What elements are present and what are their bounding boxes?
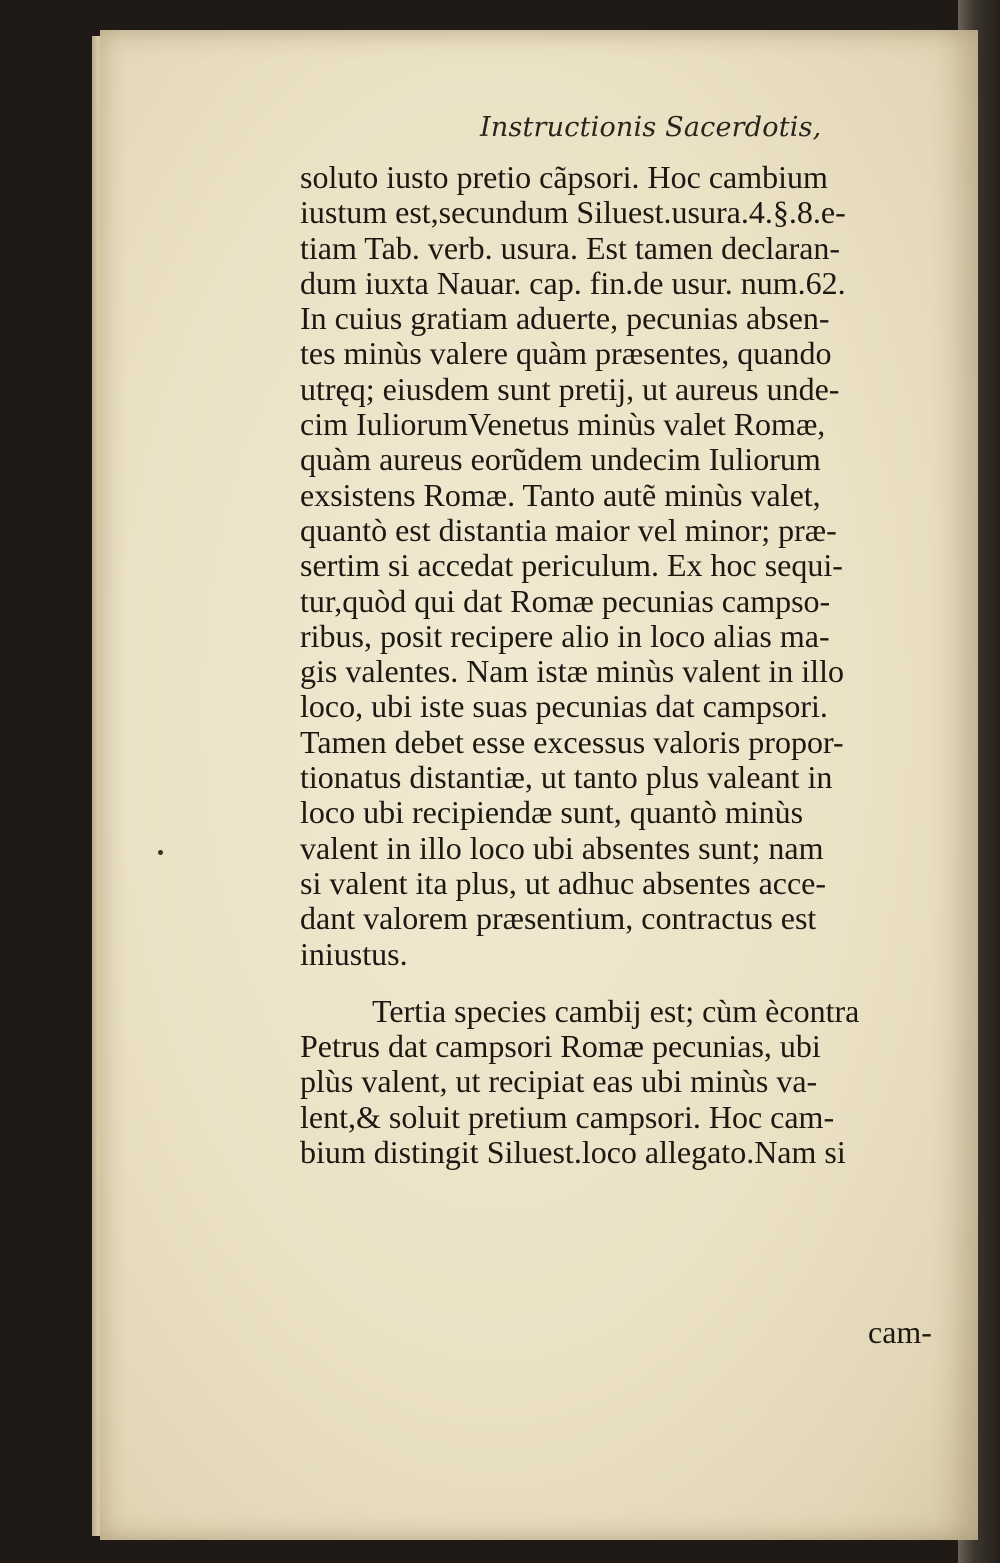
text-line: plùs valent, ut recipiat eas ubi minùs va- [300, 1063, 818, 1100]
text-line: utręq; eiusdem sunt pretij, ut aureus unde- [300, 370, 840, 407]
text-line: iustum est,secundum Siluest.usura.4.§.8.e- [300, 194, 846, 231]
text-line: Tertia species cambij est; cùm ècontra [372, 992, 860, 1029]
text-line: ribus, posit recipere alio in loco alias ma- [300, 617, 830, 654]
page-text [300, 160, 960, 1170]
paragraph-gap [300, 972, 960, 994]
text-line: soluto iusto pretio cãpsori. Hoc cambium [300, 159, 828, 195]
text-line: Petrus dat campsori Romæ pecunias, ubi [300, 1028, 821, 1065]
text-line: tur,quòd qui dat Romæ pecunias campso- [300, 582, 831, 619]
text-line: loco ubi recipiendæ sunt, quantò minùs [300, 794, 804, 831]
text-line: lent,& soluit pretium campsori. Hoc cam- [300, 1098, 835, 1135]
text-line: quàm aureus eorũdem undecim Iuliorum [300, 441, 821, 478]
text-line: gis valentes. Nam istæ minùs valent in illo [300, 653, 844, 690]
text-line: iniustus. [300, 935, 408, 972]
catchword: cam- [868, 1314, 932, 1350]
text-line: dant valorem præsentium, contractus est [300, 900, 817, 937]
text-line: tes minùs valere quàm præsentes, quando [300, 335, 832, 372]
text-line: loco, ubi iste suas pecunias dat campsori. [300, 688, 828, 725]
text-line: In cuius gratiam aduerte, pecunias absen- [300, 300, 830, 337]
text-line: valent in illo loco ubi absentes sunt; nam [300, 829, 824, 866]
text-line: bium distingit Siluest.loco allegato.Nam si [300, 1134, 846, 1171]
running-head: Instructionis Sacerdotis, [480, 112, 822, 143]
text-line: sertim si accedat periculum. Ex hoc sequi- [300, 547, 843, 584]
text-line: si valent ita plus, ut adhuc absentes acce- [300, 864, 827, 901]
text-line: exsistens Romæ. Tanto autẽ minùs valet, [300, 476, 821, 513]
text-line: Tamen debet esse excessus valoris propor- [300, 723, 844, 760]
ink-speck [158, 850, 163, 855]
text-line: quantò est distantia maior vel minor; præ- [300, 511, 837, 548]
text-line: tiam Tab. verb. usura. Est tamen declaran- [300, 229, 841, 266]
text-line: cim IuliorumVenetus minùs valet Romæ, [300, 406, 826, 443]
text-line: dum iuxta Nauar. cap. fin.de usur. num.62. [300, 264, 846, 301]
text-line: tionatus distantiæ, ut tanto plus valeant in [300, 759, 833, 796]
